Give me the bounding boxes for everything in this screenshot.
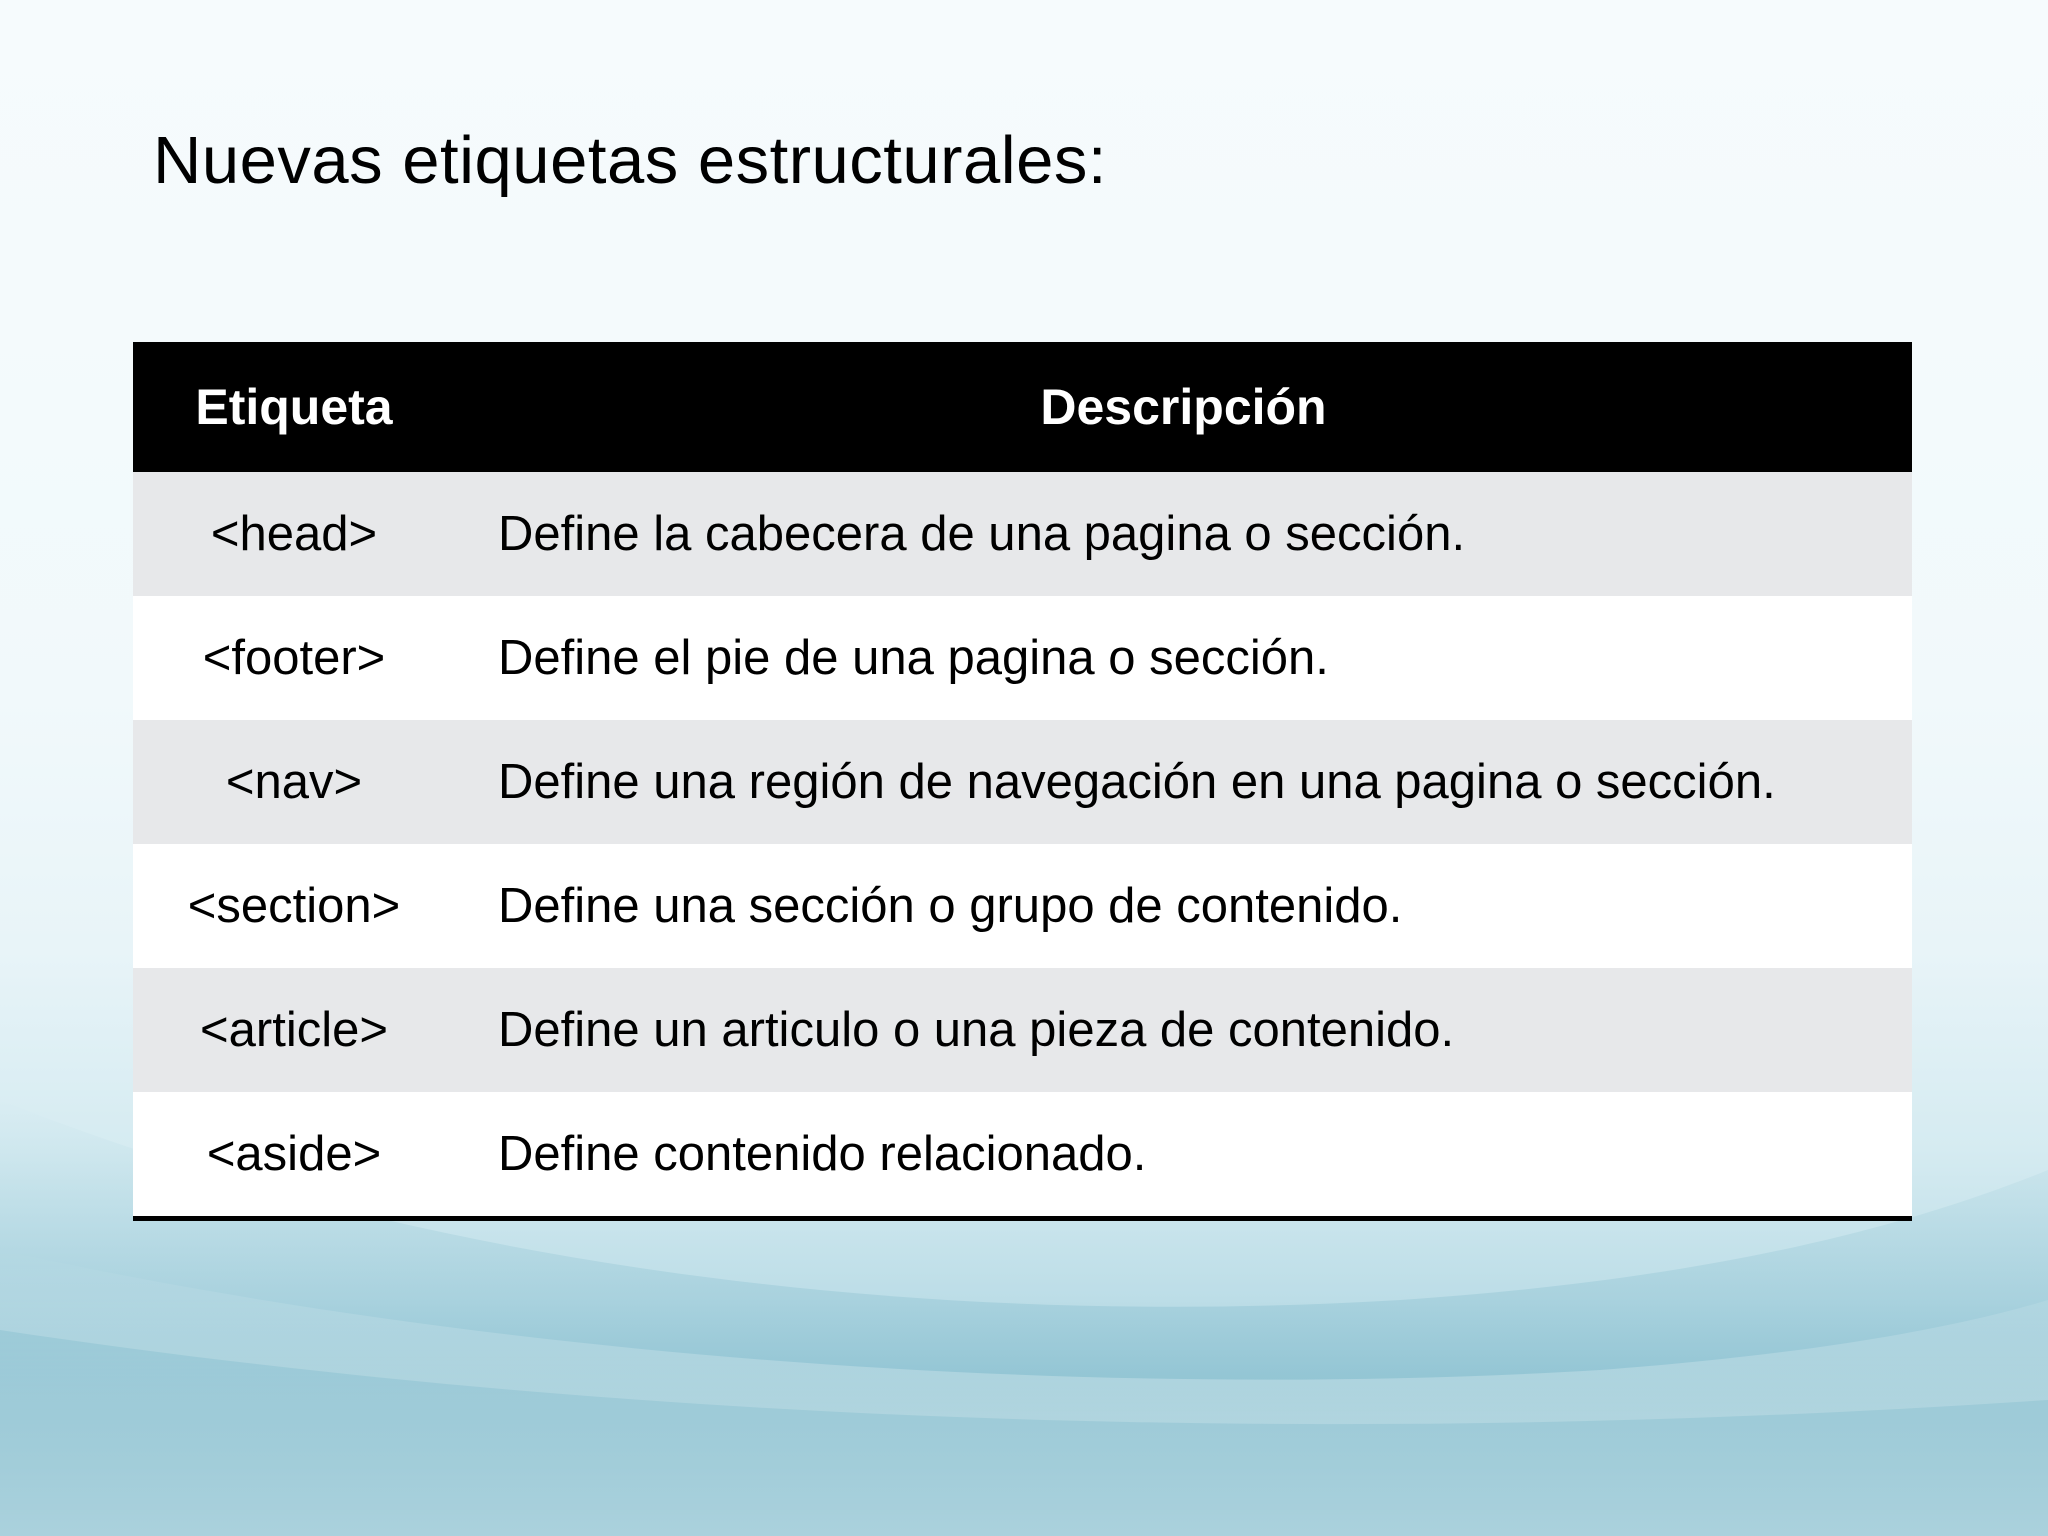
description-cell: Define el pie de una pagina o sección. xyxy=(455,596,1912,720)
table-row xyxy=(133,968,1912,1092)
table-row xyxy=(133,844,1912,968)
table-row xyxy=(133,1092,1912,1219)
tags-table xyxy=(133,342,1912,1221)
table-row xyxy=(133,596,1912,720)
table-row xyxy=(133,720,1912,844)
description-cell: Define contenido relacionado. xyxy=(455,1092,1912,1219)
tag-cell: <section> xyxy=(133,844,455,968)
tag-cell: <article> xyxy=(133,968,455,1092)
column-header-description: Descripción xyxy=(455,342,1912,472)
description-cell: Define un articulo o una pieza de contenido. xyxy=(455,968,1912,1092)
table-header-row xyxy=(133,342,1912,472)
description-cell: Define una sección o grupo de contenido. xyxy=(455,844,1912,968)
tag-cell: <nav> xyxy=(133,720,455,844)
slide-title: Nuevas etiquetas estructurales: xyxy=(153,123,1107,198)
column-header-tag: Etiqueta xyxy=(133,342,455,472)
tag-cell: <head> xyxy=(133,472,455,596)
description-cell: Define la cabecera de una pagina o sección. xyxy=(455,472,1912,596)
table-row xyxy=(133,472,1912,596)
tag-cell: <footer> xyxy=(133,596,455,720)
tag-cell: <aside> xyxy=(133,1092,455,1219)
description-cell: Define una región de navegación en una pagina o sección. xyxy=(455,720,1912,844)
